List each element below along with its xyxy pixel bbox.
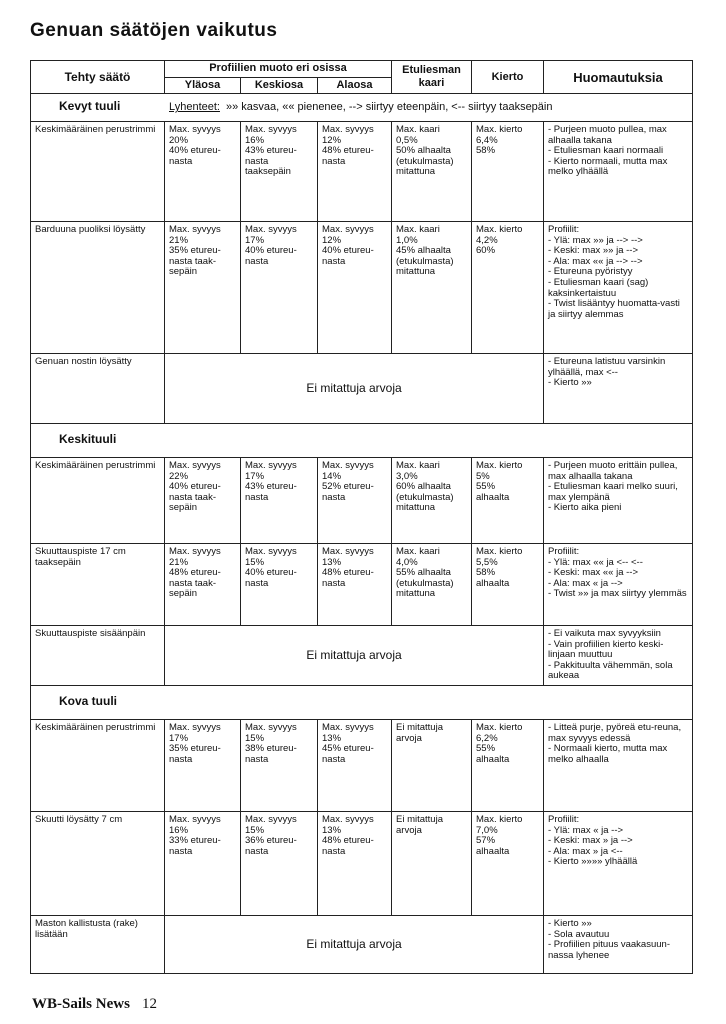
luff-curve-cell: Max. kaari 1,0% 45% alhaalta (etukulmasta) mitattuna [392, 222, 472, 354]
lower-profile-cell: Max. syvyys 13% 48% etureu- nasta [318, 811, 392, 915]
adjustments-table [30, 60, 693, 974]
table-row [31, 222, 693, 354]
notes-cell: Profiilit: - Ylä: max « ja --> - Keski: max » ja --> - Ala: max » ja <-- - Kierto »»»» ylhäällä [544, 811, 693, 915]
adjustment-cell: Keskimääräinen perustrimmi [31, 719, 165, 811]
lower-profile-cell: Max. syvyys 13% 48% etureu- nasta [318, 544, 392, 626]
section-name: Keskituuli [59, 432, 117, 447]
lower-profile-cell: Max. syvyys 12% 48% etureu- nasta [318, 122, 392, 222]
twist-cell: Max. kierto 4,2% 60% [472, 222, 544, 354]
section-row [31, 424, 693, 458]
twist-cell: Max. kierto 7,0% 57% alhaalta [472, 811, 544, 915]
adjustment-cell: Genuan nostin löysätty [31, 354, 165, 424]
upper-profile-cell: Max. syvyys 20% 40% etureu- nasta [165, 122, 241, 222]
adjustment-cell: Keskimääräinen perustrimmi [31, 122, 165, 222]
notes-cell: Profiilit: - Ylä: max «« ja <-- <-- - Keski: max «« ja --> - Ala: max « ja --> - Twist »» ja max siirtyy ylemmäs [544, 544, 693, 626]
notes-cell: - Kierto »» - Sola avautuu - Profiilien pituus vaakasuun-nassa lyhenee [544, 915, 693, 973]
twist-cell: Max. kierto 6,2% 55% alhaalta [472, 719, 544, 811]
lower-profile-cell: Max. syvyys 12% 40% etureu- nasta [318, 222, 392, 354]
section-name: Kova tuuli [59, 694, 118, 709]
upper-profile-cell: Max. syvyys 21% 48% etureu- nasta taak- sepäin [165, 544, 241, 626]
notes-cell: - Etureuna latistuu varsinkin ylhäällä, max <-- - Kierto »» [544, 354, 693, 424]
middle-profile-cell: Max. syvyys 15% 38% etureu- nasta [241, 719, 318, 811]
middle-profile-cell: Max. syvyys 17% 40% etureu- nasta [241, 222, 318, 354]
notes-cell: - Purjeen muoto erittäin pullea, max alhaalla takana - Etuliesman kaari melko suuri, max ylempänä - Kierto aika pieni [544, 458, 693, 544]
upper-profile-cell: Max. syvyys 22% 40% etureu- nasta taak- sepäin [165, 458, 241, 544]
notes-cell: - Litteä purje, pyöreä etu-reuna, max syvyys edessä - Normaali kierto, mutta max melko alhaalla [544, 719, 693, 811]
no-values-cell: Ei mitattuja arvoja [165, 915, 544, 973]
header-lower: Alaosa [318, 77, 392, 94]
adjustment-cell: Skuutti löysätty 7 cm [31, 811, 165, 915]
middle-profile-cell: Max. syvyys 16% 43% etureu- nasta taaksepäin [241, 122, 318, 222]
section-header [31, 94, 693, 122]
notes-cell: Profiilit: - Ylä: max »» ja --> --> - Keski: max »» ja --> - Ala: max «« ja --> --> - Etureuna pyöristyy - Etuliesman kaari (sag) kaksinkertaistuu - Twist lisääntyy huomatta-vasti ja siirtyy alemmas [544, 222, 693, 354]
no-values-cell: Ei mitattuja arvoja [165, 354, 544, 424]
upper-profile-cell: Max. syvyys 21% 35% etureu- nasta taak- sepäin [165, 222, 241, 354]
page-title: Genuan säätöjen vaikutus [30, 20, 278, 41]
twist-cell: Max. kierto 5% 55% alhaalta [472, 458, 544, 544]
notes-cell: - Ei vaikuta max syvyyksiin - Vain profiilien kierto keski-linjaan muuttuu - Pakkituulta vähemmän, sola aukeaa [544, 626, 693, 686]
twist-cell: Max. kierto 5,5% 58% alhaalta [472, 544, 544, 626]
no-values-cell: Ei mitattuja arvoja [165, 626, 544, 686]
lower-profile-cell: Max. syvyys 13% 45% etureu- nasta [318, 719, 392, 811]
adjustment-cell: Barduuna puoliksi löysätty [31, 222, 165, 354]
adjustment-cell: Skuuttauspiste sisäänpäin [31, 626, 165, 686]
luff-curve-cell: Max. kaari 4,0% 55% alhaalta (etukulmasta) mitattuna [392, 544, 472, 626]
adjustment-cell: Maston kallistusta (rake) lisätään [31, 915, 165, 973]
middle-profile-cell: Max. syvyys 15% 36% etureu- nasta [241, 811, 318, 915]
legend-label: Lyhenteet: [169, 101, 220, 114]
header-middle: Keskiosa [241, 77, 318, 94]
footer [32, 996, 157, 1013]
table-row [31, 719, 693, 811]
twist-cell: Max. kierto 6,4% 58% [472, 122, 544, 222]
publication-name: WB-Sails News [32, 996, 130, 1012]
upper-profile-cell: Max. syvyys 16% 33% etureu- nasta [165, 811, 241, 915]
adjustment-cell: Keskimääräinen perustrimmi [31, 458, 165, 544]
adjustment-cell: Skuuttauspiste 17 cm taaksepäin [31, 544, 165, 626]
middle-profile-cell: Max. syvyys 17% 43% etureu- nasta [241, 458, 318, 544]
upper-profile-cell: Max. syvyys 17% 35% etureu- nasta [165, 719, 241, 811]
middle-profile-cell: Max. syvyys 15% 40% etureu- nasta [241, 544, 318, 626]
luff-curve-cell: Max. kaari 3,0% 60% alhaalta (etukulmasta) mitattuna [392, 458, 472, 544]
table-row [31, 122, 693, 222]
table-row [31, 544, 693, 626]
header-twist: Kierto [472, 61, 544, 94]
header-notes: Huomautuksia [544, 61, 693, 94]
notes-cell: - Purjeen muoto pullea, max alhaalla takana - Etuliesman kaari normaali - Kierto normaali, mutta max melko ylhäällä [544, 122, 693, 222]
table-row [31, 626, 693, 686]
luff-curve-cell: Ei mitattuja arvoja [392, 811, 472, 915]
section-row [31, 685, 693, 719]
legend-text: »» kasvaa, «« pienenee, --> siirtyy eteenpäin, <-- siirtyy taaksepäin [225, 101, 553, 114]
luff-curve-cell: Ei mitattuja arvoja [392, 719, 472, 811]
header-adjustment: Tehty säätö [31, 61, 165, 94]
table-body [31, 94, 693, 974]
section-name: Kevyt tuuli [59, 99, 121, 114]
section-row [31, 94, 693, 122]
table-row [31, 458, 693, 544]
header-luff: Etuliesman kaari [392, 61, 472, 94]
table-row [31, 915, 693, 973]
section-header [31, 424, 693, 458]
header-upper: Yläosa [165, 77, 241, 94]
page-number: 12 [141, 996, 157, 1012]
table-row [31, 354, 693, 424]
header-profile: Profiilien muoto eri osissa [165, 61, 392, 78]
section-header [31, 685, 693, 719]
luff-curve-cell: Max. kaari 0,5% 50% alhaalta (etukulmasta) mitattuna [392, 122, 472, 222]
lower-profile-cell: Max. syvyys 14% 52% etureu- nasta [318, 458, 392, 544]
table-row [31, 811, 693, 915]
